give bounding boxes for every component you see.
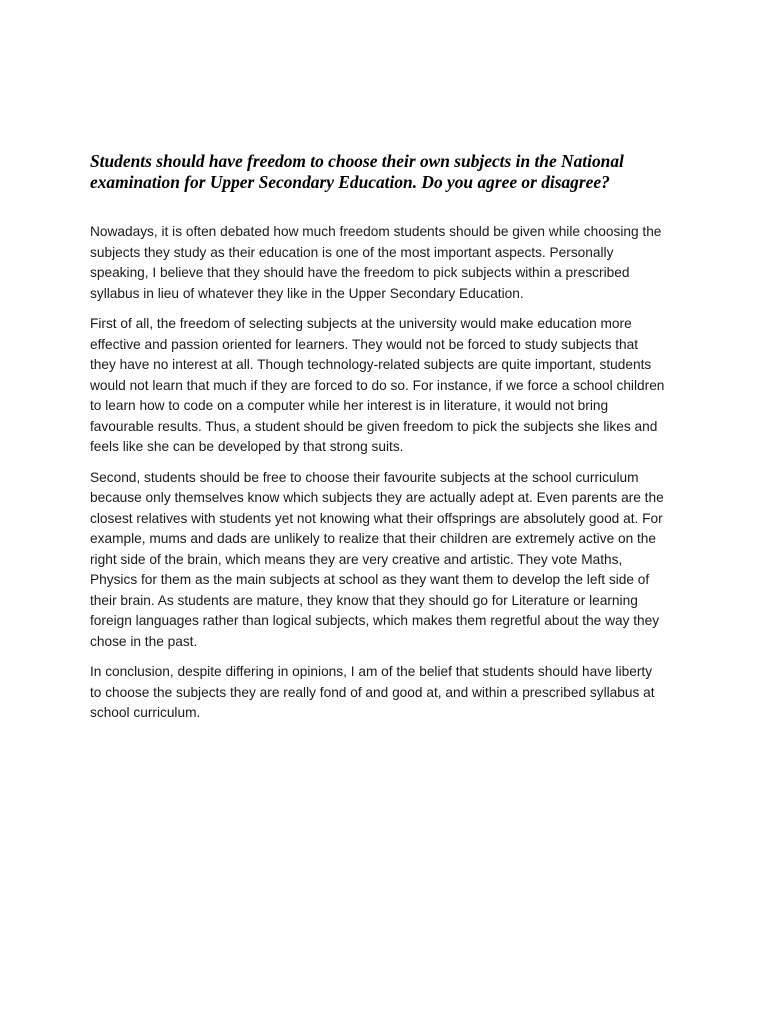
essay-paragraph-first-argument: First of all, the freedom of selecting subjects at the university would make education more effective and passion oriented for learners. They would not be forced to study subjects that they have no interest at all. Though technology-related subjects are quite important, students would not learn that much if they are forced to do so. For instance, if we force a school children to learn how to code on a computer while her interest is in literature, it would not bring favourable results. Thus, a student should be given freedom to pick the subjects she likes and feels like she can be developed by that strong suits. — [90, 316, 665, 454]
essay-title: Students should have freedom to choose their own subjects in the National examination for Upper Secondary Education. Do you agree or disagree? — [90, 151, 624, 192]
essay-paragraph-second-argument: Second, students should be free to choose their favourite subjects at the school curriculum because only themselves know which subjects they are actually adept at. Even parents are the closest relatives with students yet not knowing what their offsprings are absolutely good at. For example, mums and dads are unlikely to realize that their children are extremely active on the right side of the brain, which means they are very creative and artistic. They vote Maths, Physics for them as the main subjects at school as they want them to develop the left side of their brain. As students are mature, they know that they should go for Literature or learning foreign languages rather than logical subjects, which makes them regretful about the way they chose in the past. — [90, 469, 664, 649]
essay-body — [90, 222, 682, 734]
essay-paragraph-conclusion: In conclusion, despite differing in opinions, I am of the belief that students should have liberty to choose the subjects they are really fond of and good at, and within a prescribed syllabus at school curriculum. — [90, 664, 655, 720]
essay-paragraph-introduction: Nowadays, it is often debated how much freedom students should be given while choosing the subjects they study as their education is one of the most important aspects. Personally speaking, I believe that they should have the freedom to pick subjects within a prescribed syllabus in lieu of whatever they like in the Upper Secondary Education. — [90, 224, 662, 301]
